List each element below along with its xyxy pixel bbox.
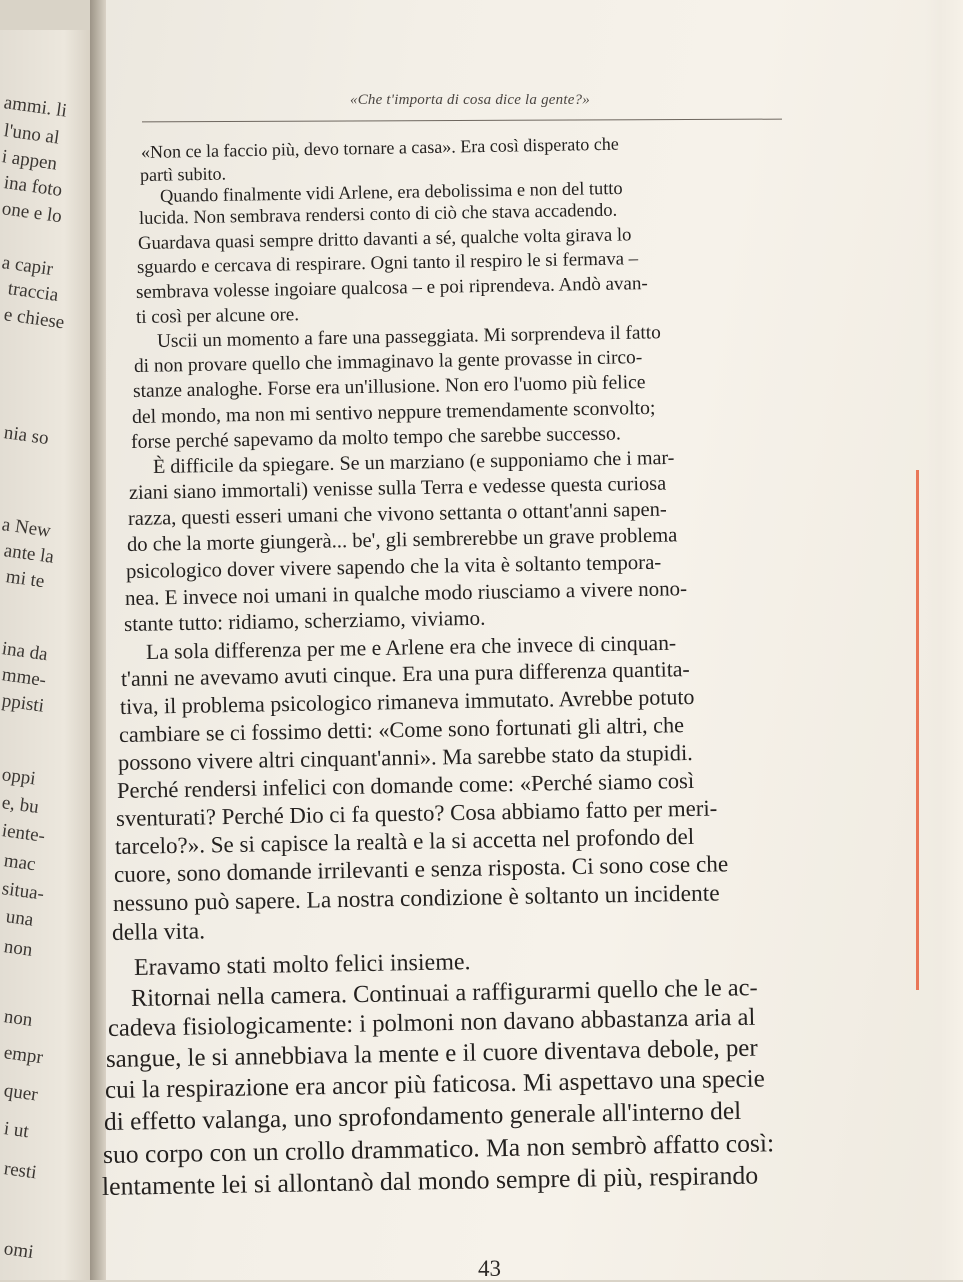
text-line: del mondo, ma non mi sentivo neppure tremendamente sconvolto;	[131, 396, 656, 428]
text-line: tiva, il problema psicologico rimaneva immutato. Avrebbe potuto	[119, 683, 695, 719]
left-page-fragment: empr	[2, 1042, 45, 1069]
left-page-fragment: oppi	[0, 764, 37, 790]
text-line: razza, questi esseri umani che vivono settanta o ottant'anni sapen-	[127, 498, 667, 530]
left-page-fragment: quer	[2, 1080, 39, 1106]
left-page-fragment: a capir	[0, 252, 55, 281]
text-line: do che la morte giungerà... be', gli sembrerebbe un grave problema	[126, 524, 678, 556]
text-line: sembrava volesse ingoiare qualcosa – e poi riprendeva. Andò avan-	[135, 273, 648, 303]
left-page-fragment: iente-	[0, 820, 47, 847]
text-line: Ritornai nella camera. Continuai a raffigurarmi quello che le ac-	[130, 974, 758, 1012]
left-page-fragment: una	[4, 906, 35, 931]
text-line: Eravamo stati molto felici insieme.	[133, 949, 471, 981]
left-page-fragment: mac	[2, 850, 37, 876]
text-line: forse perché sapevamo da molto tempo che sarebbe successo.	[130, 422, 622, 453]
text-line: possono vivere altri cinquant'anni». Ma sarebbe stato da stupidi.	[117, 739, 693, 775]
left-page-fragment: mi te	[4, 566, 46, 593]
running-head: «Che t'importa di cosa dice la gente?»	[350, 92, 590, 108]
left-page-fragment: i ut	[2, 1118, 31, 1143]
text-line: stanze analoghe. Forse era un'illusione. Non ero l'uomo più felice	[132, 372, 646, 402]
left-page-fragment: ina foto	[2, 172, 64, 202]
text-line: sventurati? Perché Dio ci fa questo? Cosa abbiamo fatto per meri-	[115, 795, 718, 831]
left-page-fragment: ina da	[0, 638, 49, 666]
text-line: Perché rendersi infelici con domande come: «Perché siamo così	[116, 767, 695, 803]
left-page-fragment: l'uno al	[2, 120, 61, 149]
left-page-fragment: e, bu	[0, 792, 41, 819]
text-line: ti così per alcune ore.	[135, 304, 300, 328]
text-line: nea. E invece noi umani in qualche modo riusciamo a vivere nono-	[124, 576, 688, 610]
text-line: ziani siano immortali) venisse sulla Terra e vedesse questa curiosa	[128, 472, 667, 504]
left-page-fragment: ante la	[2, 540, 56, 568]
text-line: Guardava quasi sempre dritto davanti a sé, qualche volta girava lo	[137, 224, 632, 254]
left-page-fragment: i appen	[0, 146, 59, 175]
text-line: tarcelo?». Se si capisce la realtà e la si accetta nel profondo del	[114, 823, 695, 859]
left-page-fragment: nia so	[2, 422, 50, 450]
left-page-fragment: a New	[0, 514, 53, 542]
text-line: cambiare se ci fossimo detti: «Come sono fortunati gli altri, che	[118, 712, 685, 747]
text-line: suo corpo con un crollo drammatico. Ma non sembrò affatto così:	[102, 1128, 775, 1169]
text-line: lentamente lei si allontanò dal mondo sempre di più, respirando	[101, 1160, 759, 1201]
left-page-fragment: non	[2, 936, 34, 961]
left-page-fragment: one e lo	[0, 198, 64, 228]
page-number: 43	[478, 1256, 501, 1281]
left-page-fragment: resti	[2, 1158, 38, 1184]
text-line: psicologico dover vivere sapendo che la vita è soltanto tempora-	[125, 550, 662, 583]
text-line: Uscii un momento a fare una passeggiata. Mi sorprendeva il fatto	[156, 322, 661, 352]
text-line: Quando finalmente vidi Arlene, era debolissima e non del tutto	[159, 177, 623, 206]
left-page-fragment: ppisti	[0, 690, 46, 717]
text-line: stante tutto: ridiamo, scherziamo, viviamo.	[123, 605, 486, 636]
text-line: sguardo e cercava di respirare. Ogni tanto il respiro le si fermava –	[136, 248, 639, 278]
text-line: t'anni ne avevamo avuti cinque. Era una pura differenza quantita-	[120, 657, 690, 691]
text-line: di non provare quello che immaginavo la gente provasse in circo-	[133, 347, 643, 377]
left-page-fragment: mme-	[0, 664, 48, 692]
text-line: lucida. Non sembrava rendersi conto di ciò che stava accadendo.	[138, 200, 618, 229]
left-page-fragment: non	[2, 1006, 34, 1031]
text-line: di effetto valanga, uno sprofondamento generale all'interno del	[103, 1096, 742, 1136]
text-line: partì subito.	[139, 163, 227, 185]
text-line: sangue, le si annebbiava la mente e il cuore diventava debole, per	[105, 1034, 758, 1073]
text-line: «Non ce la faccio più, devo tornare a casa». Era così disperato che	[140, 133, 619, 162]
left-page-fragment: ammi. li	[2, 92, 69, 122]
text-line: La sola differenza per me e Arlene era che invece di cinquan-	[145, 630, 677, 664]
text-line: È difficile da spiegare. Se un marziano (e supponiamo che i mar-	[152, 446, 675, 478]
left-page-fragment: omi	[2, 1238, 35, 1264]
text-line: cuore, sono domande irrilevanti e senza risposta. Ci sono cose che	[113, 851, 729, 888]
left-page-fragment: e chiese	[2, 304, 66, 334]
text-line: cadeva fisiologicamente: i polmoni non davano abbastanza aria al	[107, 1003, 756, 1042]
text-line: della vita.	[111, 918, 206, 946]
left-page-fragment: traccia	[6, 278, 60, 306]
text-line: nessuno può sapere. La nostra condizione è soltanto un incidente	[112, 880, 720, 917]
left-page-fragment: situa-	[0, 878, 46, 905]
text-line: cui la respirazione era ancor più faticosa. Mi aspettavo una specie	[104, 1065, 765, 1104]
